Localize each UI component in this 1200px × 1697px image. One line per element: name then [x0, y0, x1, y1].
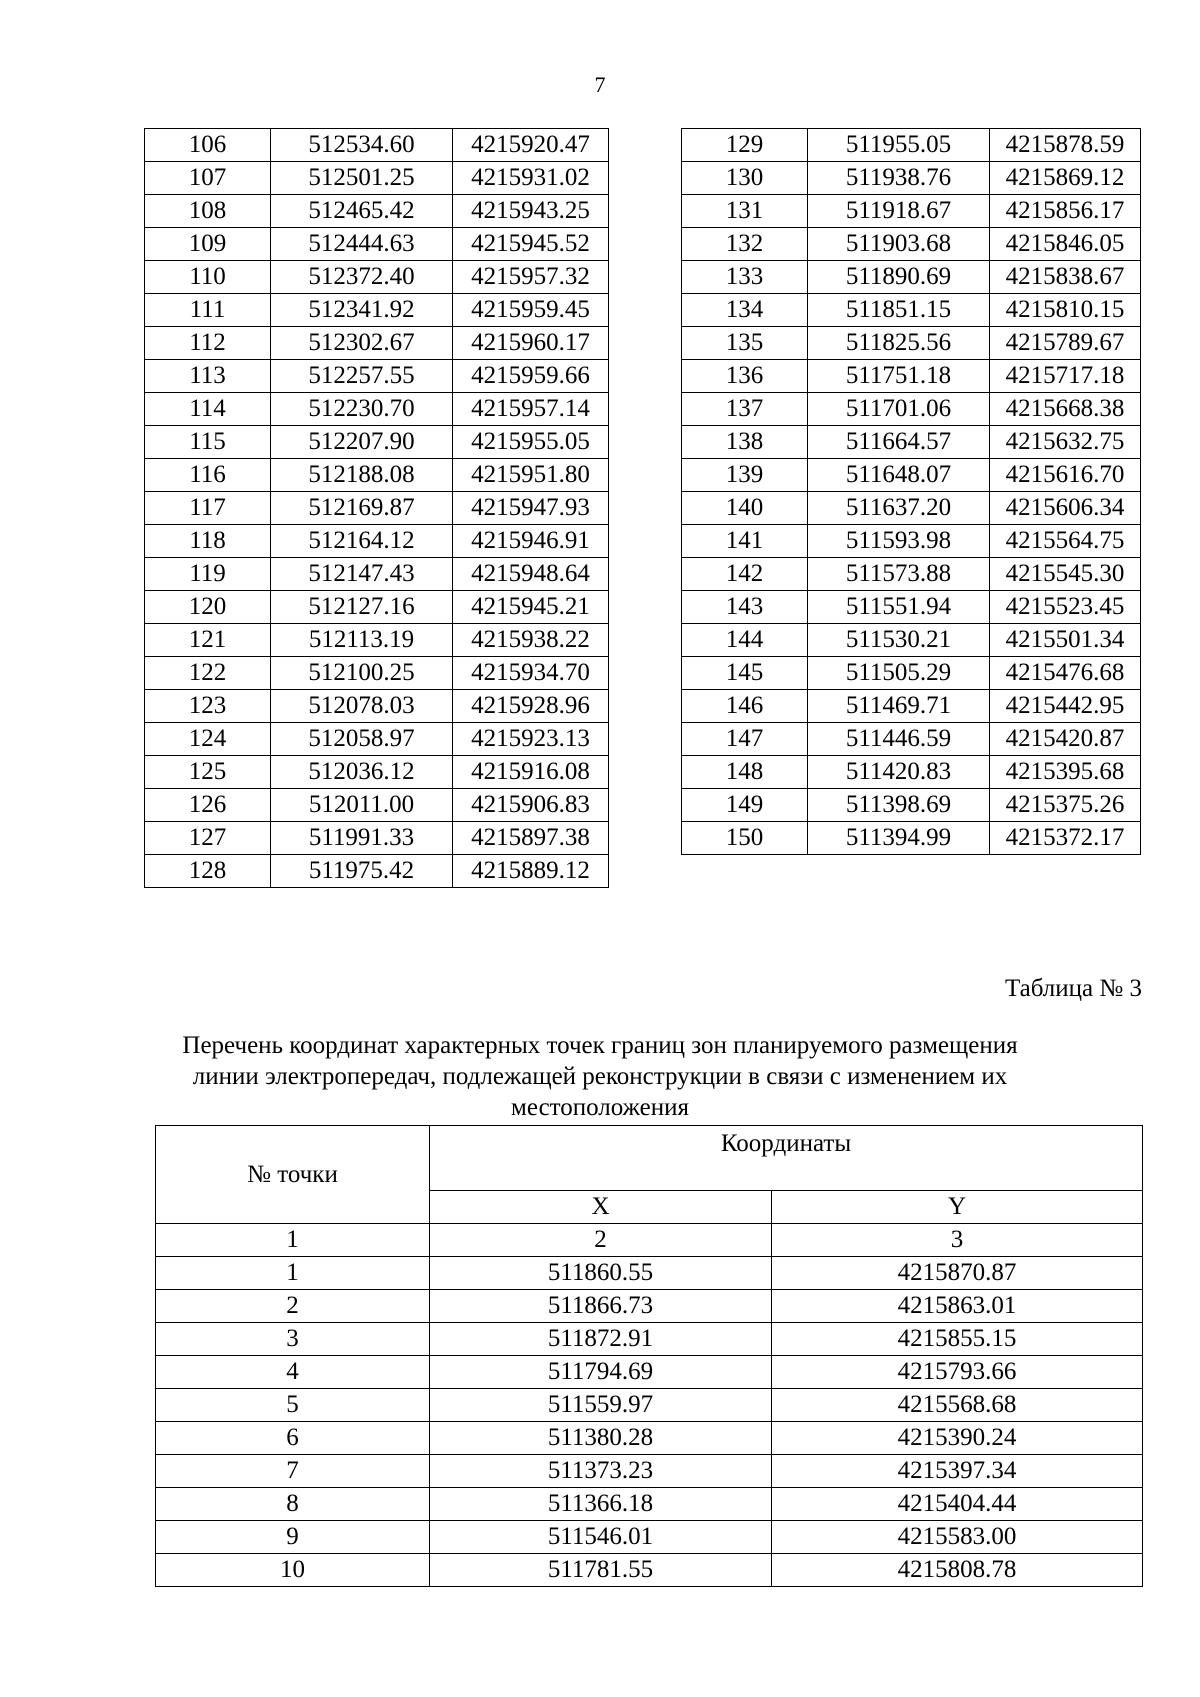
y-coordinate-cell: 4215934.70: [453, 657, 609, 690]
table-row: [156, 1521, 1143, 1554]
y-coordinate-cell: 4215564.75: [990, 525, 1141, 558]
y-coordinate-cell: 4215838.67: [990, 261, 1141, 294]
y-coordinate-cell: 4215957.32: [453, 261, 609, 294]
point-number-cell: 134: [682, 294, 808, 327]
coordinates-table-right-body: [682, 129, 1141, 855]
table-row: [145, 822, 609, 855]
x-coordinate-cell: 511637.20: [808, 492, 990, 525]
x-coordinate-cell: 511373.23: [430, 1455, 772, 1488]
table-row: [682, 162, 1141, 195]
y-coordinate-cell: 4215951.80: [453, 459, 609, 492]
y-coordinate-cell: 4215793.66: [772, 1356, 1143, 1389]
point-number-cell: 149: [682, 789, 808, 822]
table-row: [682, 558, 1141, 591]
table-row: [145, 360, 609, 393]
header-y: Y: [772, 1191, 1143, 1224]
table-row: [145, 558, 609, 591]
table-caption: [150, 1030, 1050, 1123]
point-number-cell: 148: [682, 756, 808, 789]
x-coordinate-cell: 512341.92: [271, 294, 453, 327]
x-coordinate-cell: 512444.63: [271, 228, 453, 261]
column-number: 2: [430, 1224, 772, 1257]
point-number-cell: 132: [682, 228, 808, 261]
y-coordinate-cell: 4215863.01: [772, 1290, 1143, 1323]
x-coordinate-cell: 512147.43: [271, 558, 453, 591]
point-number-cell: 1: [156, 1257, 430, 1290]
table-row: [145, 426, 609, 459]
table-row: [145, 129, 609, 162]
y-coordinate-cell: 4215616.70: [990, 459, 1141, 492]
point-number-cell: 133: [682, 261, 808, 294]
point-number-cell: 111: [145, 294, 271, 327]
coordinates-table-right: [681, 128, 1141, 855]
x-coordinate-cell: 511664.57: [808, 426, 990, 459]
y-coordinate-cell: 4215906.83: [453, 789, 609, 822]
y-coordinate-cell: 4215375.26: [990, 789, 1141, 822]
column-number: 1: [156, 1224, 430, 1257]
point-number-cell: 141: [682, 525, 808, 558]
table-row: [156, 1290, 1143, 1323]
x-coordinate-cell: 512465.42: [271, 195, 453, 228]
table-row: [682, 228, 1141, 261]
x-coordinate-cell: 512169.87: [271, 492, 453, 525]
y-coordinate-cell: 4215889.12: [453, 855, 609, 888]
table-caption-line: местоположения: [511, 1094, 689, 1121]
point-number-cell: 3: [156, 1323, 430, 1356]
x-coordinate-cell: 511546.01: [430, 1521, 772, 1554]
y-coordinate-cell: 4215938.22: [453, 624, 609, 657]
point-number-cell: 121: [145, 624, 271, 657]
point-number-cell: 108: [145, 195, 271, 228]
x-coordinate-cell: 511366.18: [430, 1488, 772, 1521]
y-coordinate-cell: 4215390.24: [772, 1422, 1143, 1455]
x-coordinate-cell: 512100.25: [271, 657, 453, 690]
coordinates-table-left: [144, 128, 609, 888]
y-coordinate-cell: 4215632.75: [990, 426, 1141, 459]
point-number-cell: 128: [145, 855, 271, 888]
table-row: [145, 624, 609, 657]
table-row: [156, 1389, 1143, 1422]
table-row: [145, 261, 609, 294]
y-coordinate-cell: 4215846.05: [990, 228, 1141, 261]
point-number-cell: 139: [682, 459, 808, 492]
table-row: [145, 756, 609, 789]
x-coordinate-cell: 511851.15: [808, 294, 990, 327]
y-coordinate-cell: 4215897.38: [453, 822, 609, 855]
x-coordinate-cell: 511825.56: [808, 327, 990, 360]
table-row: [682, 756, 1141, 789]
point-number-cell: 107: [145, 162, 271, 195]
point-number-cell: 106: [145, 129, 271, 162]
column-number-row: [156, 1224, 1143, 1257]
x-coordinate-cell: 511751.18: [808, 360, 990, 393]
x-coordinate-cell: 511398.69: [808, 789, 990, 822]
y-coordinate-cell: 4215923.13: [453, 723, 609, 756]
y-coordinate-cell: 4215808.78: [772, 1554, 1143, 1587]
point-number-cell: 5: [156, 1389, 430, 1422]
table-row: [156, 1356, 1143, 1389]
x-coordinate-cell: 511394.99: [808, 822, 990, 855]
x-coordinate-cell: 511991.33: [271, 822, 453, 855]
x-coordinate-cell: 511872.91: [430, 1323, 772, 1356]
table-row: [156, 1554, 1143, 1587]
y-coordinate-cell: 4215957.14: [453, 393, 609, 426]
y-coordinate-cell: 4215945.21: [453, 591, 609, 624]
x-coordinate-cell: 512207.90: [271, 426, 453, 459]
y-coordinate-cell: 4215476.68: [990, 657, 1141, 690]
point-number-cell: 145: [682, 657, 808, 690]
x-coordinate-cell: 512188.08: [271, 459, 453, 492]
point-number-cell: 119: [145, 558, 271, 591]
y-coordinate-cell: 4215442.95: [990, 690, 1141, 723]
y-coordinate-cell: 4215404.44: [772, 1488, 1143, 1521]
point-number-cell: 147: [682, 723, 808, 756]
point-number-cell: 136: [682, 360, 808, 393]
point-number-cell: 8: [156, 1488, 430, 1521]
table-row: [145, 228, 609, 261]
x-coordinate-cell: 511975.42: [271, 855, 453, 888]
table-row: [682, 327, 1141, 360]
y-coordinate-cell: 4215810.15: [990, 294, 1141, 327]
point-number-cell: 138: [682, 426, 808, 459]
table-row: [145, 723, 609, 756]
y-coordinate-cell: 4215959.45: [453, 294, 609, 327]
x-coordinate-cell: 512257.55: [271, 360, 453, 393]
x-coordinate-cell: 512372.40: [271, 261, 453, 294]
x-coordinate-cell: 512036.12: [271, 756, 453, 789]
header-coordinates: Координаты: [430, 1126, 1143, 1191]
point-number-cell: 135: [682, 327, 808, 360]
point-number-cell: 113: [145, 360, 271, 393]
x-coordinate-cell: 511794.69: [430, 1356, 772, 1389]
x-coordinate-cell: 511530.21: [808, 624, 990, 657]
y-coordinate-cell: 4215945.52: [453, 228, 609, 261]
table-row: [145, 195, 609, 228]
table-header: [156, 1126, 1143, 1257]
header-row: [156, 1126, 1143, 1191]
x-coordinate-cell: 511903.68: [808, 228, 990, 261]
header-x: X: [430, 1191, 772, 1224]
y-coordinate-cell: 4215372.17: [990, 822, 1141, 855]
y-coordinate-cell: 4215948.64: [453, 558, 609, 591]
table-row: [682, 393, 1141, 426]
point-number-cell: 122: [145, 657, 271, 690]
x-coordinate-cell: 511860.55: [430, 1257, 772, 1290]
y-coordinate-cell: 4215420.87: [990, 723, 1141, 756]
point-number-cell: 2: [156, 1290, 430, 1323]
header-point-number: № точки: [156, 1126, 430, 1224]
x-coordinate-cell: 511446.59: [808, 723, 990, 756]
point-number-cell: 146: [682, 690, 808, 723]
point-number-cell: 109: [145, 228, 271, 261]
table-row: [145, 162, 609, 195]
point-number-cell: 118: [145, 525, 271, 558]
x-coordinate-cell: 511551.94: [808, 591, 990, 624]
point-number-cell: 144: [682, 624, 808, 657]
x-coordinate-cell: 511866.73: [430, 1290, 772, 1323]
point-number-cell: 9: [156, 1521, 430, 1554]
boundary-coordinates-table: [155, 1125, 1143, 1587]
table-row: [145, 855, 609, 888]
y-coordinate-cell: 4215545.30: [990, 558, 1141, 591]
coordinates-table-left-body: [145, 129, 609, 888]
point-number-cell: 123: [145, 690, 271, 723]
table-row: [145, 492, 609, 525]
y-coordinate-cell: 4215397.34: [772, 1455, 1143, 1488]
x-coordinate-cell: 512302.67: [271, 327, 453, 360]
table-row: [682, 822, 1141, 855]
x-coordinate-cell: 511918.67: [808, 195, 990, 228]
x-coordinate-cell: 511890.69: [808, 261, 990, 294]
table-row: [682, 657, 1141, 690]
table-row: [156, 1488, 1143, 1521]
table-row: [682, 294, 1141, 327]
y-coordinate-cell: 4215855.15: [772, 1323, 1143, 1356]
table-row: [156, 1455, 1143, 1488]
table-row: [145, 657, 609, 690]
y-coordinate-cell: 4215395.68: [990, 756, 1141, 789]
x-coordinate-cell: 511701.06: [808, 393, 990, 426]
point-number-cell: 110: [145, 261, 271, 294]
x-coordinate-cell: 511573.88: [808, 558, 990, 591]
y-coordinate-cell: 4215928.96: [453, 690, 609, 723]
y-coordinate-cell: 4215955.05: [453, 426, 609, 459]
table-row: [682, 624, 1141, 657]
x-coordinate-cell: 511469.71: [808, 690, 990, 723]
x-coordinate-cell: 512113.19: [271, 624, 453, 657]
boundary-coordinates-table-body: [156, 1257, 1143, 1587]
y-coordinate-cell: 4215523.45: [990, 591, 1141, 624]
point-number-cell: 115: [145, 426, 271, 459]
point-number-cell: 117: [145, 492, 271, 525]
point-number-cell: 126: [145, 789, 271, 822]
table-row: [145, 459, 609, 492]
table-row: [682, 459, 1141, 492]
point-number-cell: 10: [156, 1554, 430, 1587]
y-coordinate-cell: 4215920.47: [453, 129, 609, 162]
point-number-cell: 112: [145, 327, 271, 360]
point-number-cell: 129: [682, 129, 808, 162]
x-coordinate-cell: 512011.00: [271, 789, 453, 822]
point-number-cell: 6: [156, 1422, 430, 1455]
y-coordinate-cell: 4215501.34: [990, 624, 1141, 657]
point-number-cell: 114: [145, 393, 271, 426]
column-number: 3: [772, 1224, 1143, 1257]
x-coordinate-cell: 512534.60: [271, 129, 453, 162]
x-coordinate-cell: 511938.76: [808, 162, 990, 195]
point-number-cell: 116: [145, 459, 271, 492]
point-number-cell: 124: [145, 723, 271, 756]
table-row: [145, 294, 609, 327]
table-row: [682, 789, 1141, 822]
table-caption-line: линии электропередач, подлежащей реконструкции в связи с изменением их: [192, 1063, 1008, 1090]
point-number-cell: 150: [682, 822, 808, 855]
table-row: [145, 327, 609, 360]
y-coordinate-cell: 4215916.08: [453, 756, 609, 789]
table-row: [682, 195, 1141, 228]
point-number-cell: 7: [156, 1455, 430, 1488]
x-coordinate-cell: 511648.07: [808, 459, 990, 492]
table-row: [682, 723, 1141, 756]
y-coordinate-cell: 4215878.59: [990, 129, 1141, 162]
y-coordinate-cell: 4215789.67: [990, 327, 1141, 360]
point-number-cell: 143: [682, 591, 808, 624]
x-coordinate-cell: 511505.29: [808, 657, 990, 690]
y-coordinate-cell: 4215946.91: [453, 525, 609, 558]
table-row: [682, 261, 1141, 294]
point-number-cell: 137: [682, 393, 808, 426]
y-coordinate-cell: 4215869.12: [990, 162, 1141, 195]
table-row: [145, 690, 609, 723]
table-row: [682, 492, 1141, 525]
y-coordinate-cell: 4215870.87: [772, 1257, 1143, 1290]
x-coordinate-cell: 512501.25: [271, 162, 453, 195]
x-coordinate-cell: 511955.05: [808, 129, 990, 162]
x-coordinate-cell: 511781.55: [430, 1554, 772, 1587]
x-coordinate-cell: 511380.28: [430, 1422, 772, 1455]
point-number-cell: 4: [156, 1356, 430, 1389]
table-row: [145, 591, 609, 624]
table-row: [145, 525, 609, 558]
table-caption-line: Перечень координат характерных точек границ зон планируемого размещения: [182, 1032, 1018, 1059]
table-row: [156, 1257, 1143, 1290]
table-row: [156, 1323, 1143, 1356]
table-row: [682, 690, 1141, 723]
y-coordinate-cell: 4215931.02: [453, 162, 609, 195]
y-coordinate-cell: 4215960.17: [453, 327, 609, 360]
y-coordinate-cell: 4215943.25: [453, 195, 609, 228]
x-coordinate-cell: 512164.12: [271, 525, 453, 558]
x-coordinate-cell: 512127.16: [271, 591, 453, 624]
x-coordinate-cell: 511559.97: [430, 1389, 772, 1422]
table-row: [682, 426, 1141, 459]
y-coordinate-cell: 4215856.17: [990, 195, 1141, 228]
point-number-cell: 142: [682, 558, 808, 591]
point-number-cell: 120: [145, 591, 271, 624]
y-coordinate-cell: 4215568.68: [772, 1389, 1143, 1422]
table-row: [682, 129, 1141, 162]
table-row: [682, 525, 1141, 558]
table-row: [156, 1422, 1143, 1455]
table-row: [145, 393, 609, 426]
x-coordinate-cell: 511420.83: [808, 756, 990, 789]
table-row: [682, 591, 1141, 624]
point-number-cell: 125: [145, 756, 271, 789]
table-row: [682, 360, 1141, 393]
y-coordinate-cell: 4215717.18: [990, 360, 1141, 393]
y-coordinate-cell: 4215668.38: [990, 393, 1141, 426]
point-number-cell: 130: [682, 162, 808, 195]
page-number: 7: [594, 72, 606, 97]
y-coordinate-cell: 4215606.34: [990, 492, 1141, 525]
point-number-cell: 131: [682, 195, 808, 228]
x-coordinate-cell: 511593.98: [808, 525, 990, 558]
point-number-cell: 140: [682, 492, 808, 525]
y-coordinate-cell: 4215959.66: [453, 360, 609, 393]
y-coordinate-cell: 4215947.93: [453, 492, 609, 525]
y-coordinate-cell: 4215583.00: [772, 1521, 1143, 1554]
x-coordinate-cell: 512078.03: [271, 690, 453, 723]
table-number-label: Таблица № 3: [1004, 975, 1142, 1002]
point-number-cell: 127: [145, 822, 271, 855]
x-coordinate-cell: 512058.97: [271, 723, 453, 756]
table-row: [145, 789, 609, 822]
x-coordinate-cell: 512230.70: [271, 393, 453, 426]
